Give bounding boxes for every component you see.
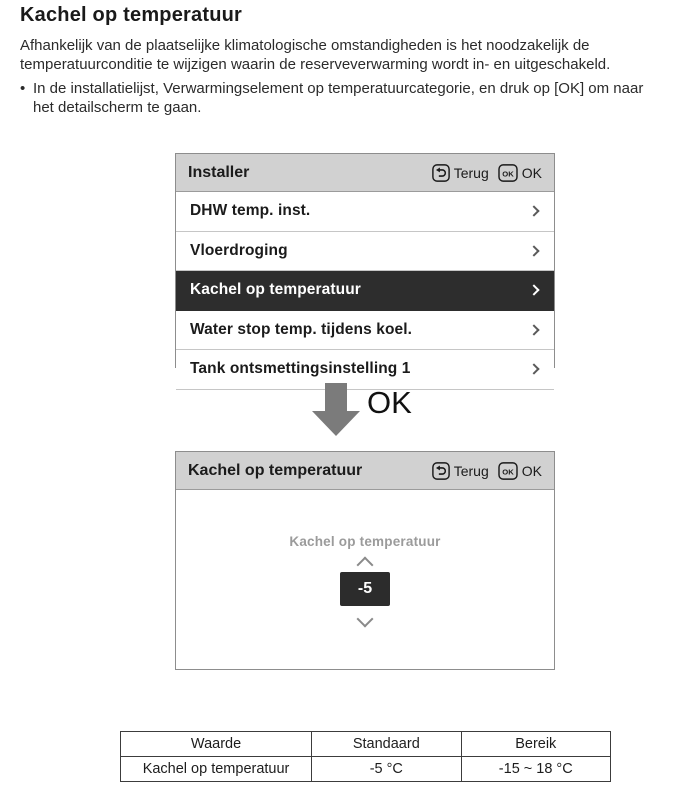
menu-row[interactable] [176,271,554,311]
menu-row[interactable] [176,232,554,272]
installer-menu-screen [175,153,555,378]
menu-row[interactable] [176,350,554,390]
flow-ok-label: OK [367,385,412,420]
ok-button[interactable] [498,462,542,480]
back-return-icon [432,164,450,182]
increase-button[interactable] [359,549,371,571]
screen-title: Installer [188,163,250,181]
intro-line: Afhankelijk van de plaatselijke klimatologische omstandigheden is het noodzakelijk de [20,37,590,54]
intro-paragraph [20,36,685,74]
table-header-row [121,732,611,757]
page-title: Kachel op temperatuur [20,4,243,26]
header-waarde: Waarde [121,732,312,757]
back-button[interactable] [432,462,489,480]
cell-bereik: -15 ~ 18 °C [461,757,610,782]
ok-label: OK [521,164,542,181]
chevron-right-icon [528,285,539,296]
down-arrow-icon [311,383,361,437]
menu-item-label: Water stop temp. tijdens koel. [190,320,413,338]
chevron-right-icon [528,364,539,375]
chevron-up-icon [357,557,374,574]
screen-header [176,452,554,490]
back-return-icon [432,462,450,480]
menu-item-label: Tank ontsmettingsinstelling 1 [190,360,411,378]
svg-text:OK: OK [502,466,514,476]
menu-row[interactable] [176,192,554,232]
screen-header [176,154,554,192]
bullet-line: het detailscherm te gaan. [33,99,202,116]
menu-item-label: Vloerdroging [190,241,288,259]
back-label: Terug [453,462,489,479]
chevron-right-icon [528,206,539,217]
header-controls [432,462,542,480]
ok-button[interactable] [498,164,542,182]
back-button[interactable] [432,164,489,182]
chevron-right-icon [528,245,539,256]
chevron-down-icon [357,611,374,628]
instruction-bullet [20,79,690,117]
header-standaard: Standaard [312,732,461,757]
value-display: -5 [340,572,390,606]
menu-item-label: Kachel op temperatuur [190,281,361,299]
bullet-text [33,79,643,117]
ok-badge-icon [498,164,518,182]
screen-title: Kachel op temperatuur [188,461,363,479]
menu-row[interactable] [176,311,554,351]
bullet-icon: • [20,80,26,97]
cell-waarde: Kachel op temperatuur [121,757,312,782]
stepper-field-label: Kachel op temperatuur [289,534,441,549]
chevron-right-icon [528,324,539,335]
table-row [121,757,611,782]
menu-item-label: DHW temp. inst. [190,202,311,220]
intro-line: temperatuurconditie te wijzigen waarin de reserveverwarming wordt in- en uitgeschakeld. [20,56,611,73]
temperature-stepper [176,490,554,625]
decrease-button[interactable] [359,606,371,625]
settings-table [120,731,611,782]
header-bereik: Bereik [461,732,610,757]
header-controls [432,164,542,182]
detail-screen [175,451,555,670]
svg-text:OK: OK [502,168,514,178]
flow-down-arrow [311,383,361,437]
ok-badge-icon [498,462,518,480]
bullet-line: In de installatielijst, Verwarmingselement op temperatuurcategorie, en druk op [OK] om naar [33,80,644,97]
ok-label: OK [521,462,542,479]
back-label: Terug [453,164,489,181]
cell-standaard: -5 °C [312,757,461,782]
